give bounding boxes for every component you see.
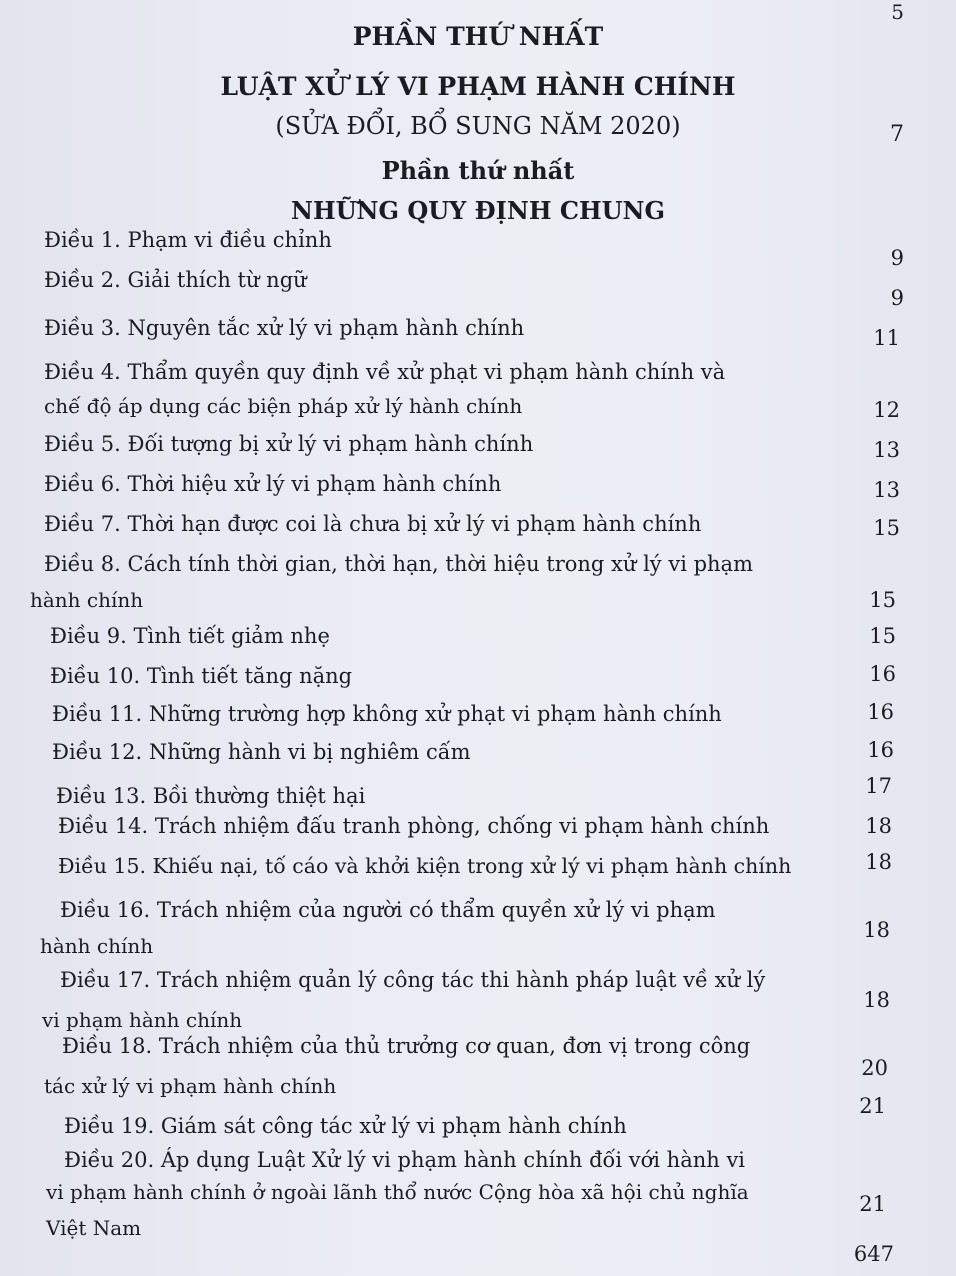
toc-entry-text: Điều 2. Giải thích từ ngữ [44,268,307,292]
law-subtitle: (SỬA ĐỔI, BỔ SUNG NĂM 2020) [275,112,681,140]
toc-entry-text-cont: vi phạm hành chính ở ngoài lãnh thổ nước Cộng hòa xã hội chủ nghĩa [46,1180,749,1204]
toc-entry-text: Điều 14. Trách nhiệm đấu tranh phòng, chống vi phạm hành chính [58,814,770,838]
toc-entry-page: 16 [869,662,896,686]
section-part: Phần thứ nhất [381,156,575,185]
toc-entry-page: 18 [863,988,890,1012]
law-title: LUẬT XỬ LÝ VI PHẠM HÀNH CHÍNH [220,72,736,101]
toc-entry-text: Điều 5. Đối tượng bị xử lý vi phạm hành chính [44,432,534,456]
toc-entry-page: 18 [865,850,892,874]
toc-entry-text: Điều 11. Những trường hợp không xử phạt vi phạm hành chính [52,702,722,726]
toc-entry-text: Điều 3. Nguyên tắc xử lý vi phạm hành chính [44,316,525,340]
toc-entry-text-cont: tác xử lý vi phạm hành chính [44,1074,337,1098]
toc-entry-text: Điều 8. Cách tính thời gian, thời hạn, thời hiệu trong xử lý vi phạm [44,552,753,576]
toc-entry-text: Điều 15. Khiếu nại, tố cáo và khởi kiện trong xử lý vi phạm hành chính [58,854,792,878]
toc-entry-page: 16 [867,700,894,724]
toc-entry-text: Điều 6. Thời hiệu xử lý vi phạm hành chính [44,472,502,496]
toc-entry-text: Điều 18. Trách nhiệm của thủ trưởng cơ quan, đơn vị trong công [62,1034,751,1058]
toc-entry-page: 21 [859,1094,886,1118]
toc-entry-page: 12 [873,398,900,422]
part-title: PHẦN THỨ NHẤT [352,22,604,51]
toc-entry-text-cont: hành chính [30,588,144,612]
toc-entry-text: Điều 20. Áp dụng Luật Xử lý vi phạm hành chính đối với hành vi [64,1148,746,1172]
toc-entry-text-cont: Việt Nam [46,1216,142,1240]
toc-entry-page: 18 [865,814,892,838]
toc-entry-text: Điều 1. Phạm vi điều chỉnh [44,228,332,252]
section-title: NHỮNG QUY ĐỊNH CHUNG [291,196,665,225]
toc-entry-page: 15 [869,624,896,648]
toc-entry-text: Điều 9. Tình tiết giảm nhẹ [50,624,330,648]
toc-entry-text: Điều 12. Những hành vi bị nghiêm cấm [52,740,471,764]
toc-entry-text: Điều 19. Giám sát công tác xử lý vi phạm hành chính [64,1114,627,1138]
toc-entry-text-cont: vi phạm hành chính [42,1008,243,1032]
toc-entry-text: Điều 13. Bồi thường thiệt hại [56,784,366,808]
toc-entry-text: Điều 4. Thẩm quyền quy định về xử phạt vi phạm hành chính và [44,360,726,384]
toc-entry-text-cont: chế độ áp dụng các biện pháp xử lý hành chính [44,394,523,418]
toc-entry-text-cont: hành chính [40,934,154,958]
toc-entry-text: Điều 10. Tình tiết tăng nặng [50,664,353,688]
toc-entry-text: Điều 7. Thời hạn được coi là chưa bị xử lý vi phạm hành chính [44,512,702,536]
top-page-number: 5 [891,0,904,24]
toc-entry-page: 13 [873,478,900,502]
toc-entry-page: 17 [865,774,892,798]
toc-entry-text: Điều 16. Trách nhiệm của người có thẩm quyền xử lý vi phạm [60,898,716,922]
toc-entry-text: Điều 17. Trách nhiệm quản lý công tác thi hành pháp luật về xử lý [60,968,766,992]
toc-entry-page: 9 [890,286,904,310]
toc-entry-page: 21 [859,1192,886,1216]
toc-entry-page: 15 [873,516,900,540]
toc-entry-page: 15 [869,588,896,612]
law-subtitle-page: 7 [890,122,904,147]
toc-entry-page: 18 [863,918,890,942]
toc-entry-page: 11 [873,326,900,350]
toc-entry-page: 9 [890,246,904,270]
toc-entry-page: 20 [861,1056,888,1080]
toc-entry-page: 13 [873,438,900,462]
bottom-page-number: 647 [853,1242,894,1266]
toc-entry-page: 16 [867,738,894,762]
